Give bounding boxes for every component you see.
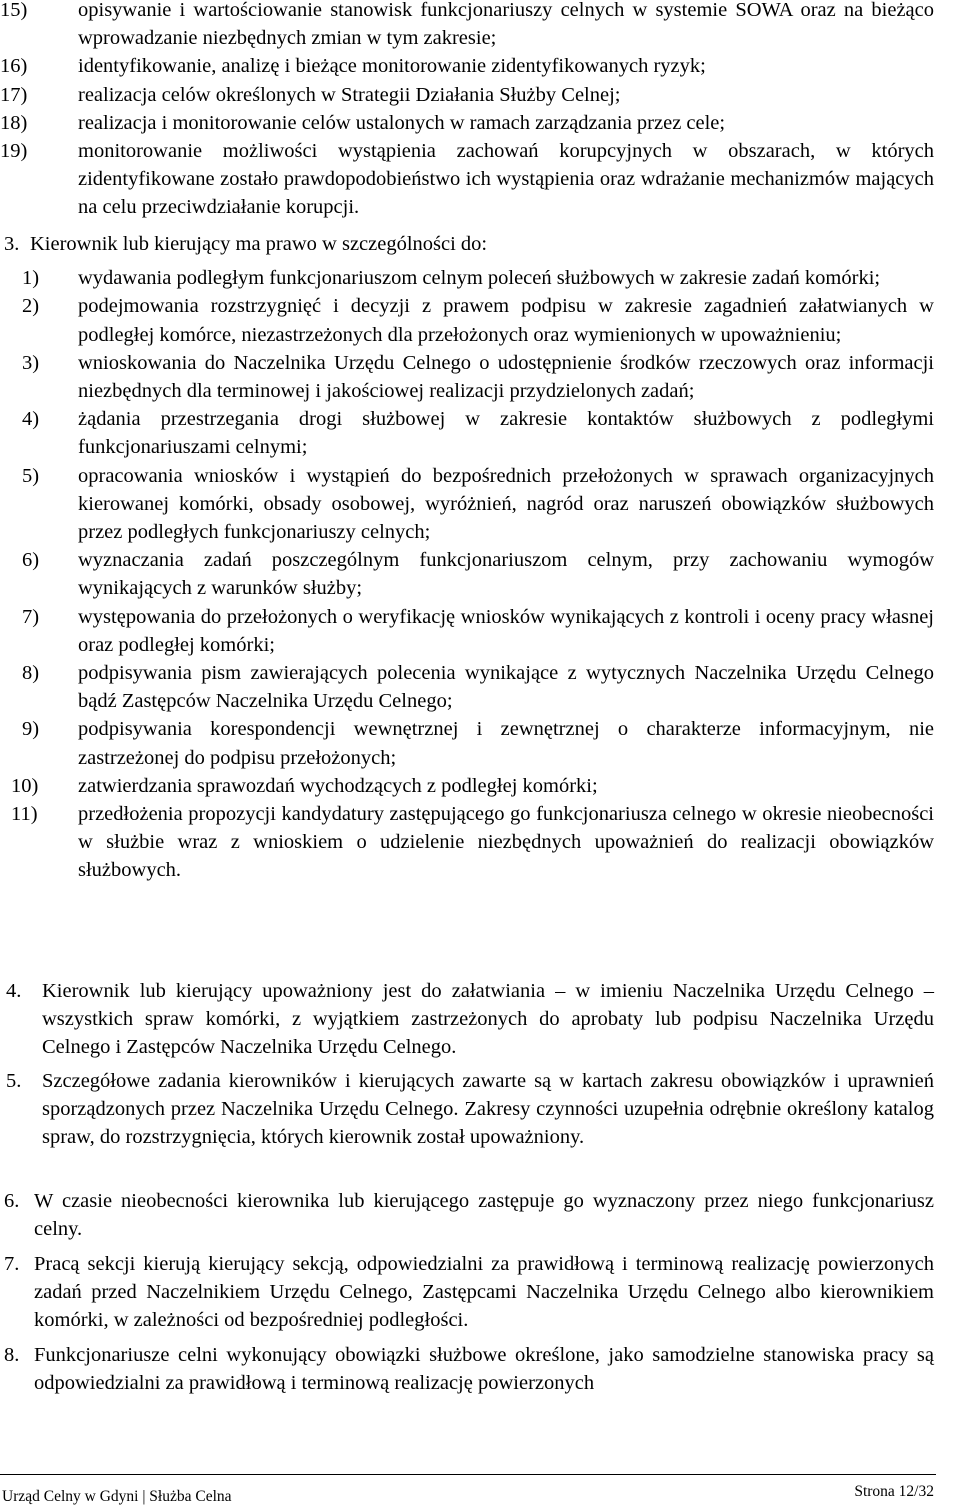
list-item-number: 8) xyxy=(22,662,40,685)
list-item-text: identyfikowanie, analizę i bieżące monitorowanie zidentyfikowanych ryzyk; xyxy=(78,55,706,78)
list-item xyxy=(0,659,934,715)
list-item-text: przedłożenia propozycji kandydatury zastępującego go funkcjonariusza celnego w okresie nieobecności w służbie wraz z wnioskiem o udzielenie niezbędnych upoważnień do realizacji obowiązków służbowych. xyxy=(78,803,934,882)
paragraph-8 xyxy=(4,1341,934,1397)
list-item-text: realizacja celów określonych w Strategii Działania Służby Celnej; xyxy=(78,83,621,106)
paragraph-text: Szczegółowe zadania kierowników i kierujących zawarte są w kartach zakresu obowiązków i uprawnień sporządzonych przez Naczelnika Urzędu Celnego. Zakresy czynności uzupełnia odrębnie określony katalog spraw, do rozstrzygnięcia, których kierownik został upoważniony. xyxy=(42,1070,934,1149)
list-item-number: 19) xyxy=(0,140,28,163)
task-list-continued xyxy=(0,0,934,222)
list-item xyxy=(0,0,934,52)
list-item xyxy=(0,264,934,292)
paragraph-4 xyxy=(6,977,934,1062)
paragraph-number: 8. xyxy=(4,1344,20,1366)
list-item xyxy=(0,715,934,771)
list-item-text: opracowania wniosków i wystąpień do bezpośrednich przełożonych w sprawach organizacyjnych kierowanej komórki, obsady osobowej, wyróżnień, nagród oraz naruszeń obowiązków służbowych przez podległych funkcjonariuszy celnych; xyxy=(78,464,934,544)
list-item-number: 5) xyxy=(22,464,40,487)
page-number: Strona 12/32 xyxy=(854,1483,934,1500)
paragraph-number: 7. xyxy=(4,1253,20,1275)
section-text: Kierownik lub kierujący ma prawo w szczególności do: xyxy=(30,233,488,255)
list-item-text: wnioskowania do Naczelnika Urzędu Celnego o udostępnienie środków rzeczowych oraz informacji niezbędnych dla terminowej i jakościowej realizacji przydzielonych zadań; xyxy=(78,351,934,403)
rights-list xyxy=(0,264,934,884)
list-item xyxy=(0,52,934,80)
list-item xyxy=(0,603,934,659)
list-item-text: podpisywania pism zawierających polecenia wynikające z wytycznych Naczelnika Urzędu Celnego bądź Zastępców Naczelnika Urzędu Celnego; xyxy=(78,662,934,713)
list-item-text: realizacja i monitorowanie celów ustalonych w ramach zarządzania przez cele; xyxy=(78,111,726,134)
list-item-number: 11) xyxy=(11,803,38,826)
section-heading xyxy=(0,230,934,258)
list-item xyxy=(0,405,934,461)
list-item-number: 15) xyxy=(0,0,28,21)
footer-office-name: Urząd Celny w Gdyni | Służba Celna xyxy=(2,1488,232,1505)
list-item xyxy=(0,462,934,547)
list-item-number: 2) xyxy=(22,295,40,318)
paragraph-number: 6. xyxy=(4,1190,20,1212)
paragraph-text: Pracą sekcji kierują kierujący sekcją, odpowiedzialni za prawidłową i terminową realizację powierzonych zadań przed Naczelnikiem Urzędu Celnego, Zastępcami Naczelnika Urzędu Celnego albo kierownikiem komórki, w zależności od bezpośredniej podległości. xyxy=(34,1253,934,1332)
paragraph-text: Kierownik lub kierujący upoważniony jest do załatwiania – w imieniu Naczelnika Urzędu Celnego – wszystkich spraw komórki, z wyjątkiem zastrzeżonych do aprobaty lub podpisu Naczelnika Urzędu Celnego i Zastępców Naczelnika Urzędu Celnego. xyxy=(42,980,934,1059)
list-item-number: 10) xyxy=(11,774,39,797)
list-item xyxy=(0,772,934,800)
list-item-text: wydawania podległym funkcjonariuszom celnym poleceń służbowych w zakresie zadań komórki; xyxy=(78,267,881,290)
paragraph-number: 5. xyxy=(6,1070,22,1092)
list-item xyxy=(0,109,934,137)
list-item xyxy=(0,137,934,222)
list-item-text: wyznaczania zadań poszczególnym funkcjonariuszom celnym, przy zachowaniu wymogów wynikających z warunków służby; xyxy=(78,549,934,600)
list-item xyxy=(0,81,934,109)
section-number: 3. xyxy=(4,233,20,255)
paragraph-text: W czasie nieobecności kierownika lub kierującego zastępuje go wyznaczony przez niego funkcjonariusz celny. xyxy=(34,1190,934,1241)
list-item-text: monitorowanie możliwości wystąpienia zachowań korupcyjnych w obszarach, w których zidentyfikowane zostało prawdopodobieństwo ich wystąpienia oraz wdrażanie mechanizmów mających na celu przeciwdziałanie korupcji. xyxy=(78,140,934,219)
list-item-number: 3) xyxy=(22,351,40,374)
list-item-number: 9) xyxy=(22,718,40,741)
list-item-text: podpisywania korespondencji wewnętrznej i zewnętrznej o charakterze informacyjnym, nie zastrzeżonej do podpisu przełożonych; xyxy=(78,718,934,769)
list-item-number: 6) xyxy=(22,549,40,572)
list-item-text: podejmowania rozstrzygnięć i decyzji z prawem podpisu w zakresie zagadnień załatwianych w podległej komórce, niezastrzeżonych dla przełożonych oraz wymienionych w upoważnieniu; xyxy=(78,295,934,346)
list-item-number: 4) xyxy=(22,408,40,431)
list-item-text: występowania do przełożonych o weryfikację wniosków wynikających z kontroli i oceny pracy własnej oraz podległej komórki; xyxy=(78,605,934,656)
list-item-number: 17) xyxy=(0,83,28,106)
list-item-number: 16) xyxy=(0,55,28,78)
list-item-text: żądania przestrzegania drogi służbowej w zakresie kontaktów służbowych z podległymi funkcjonariuszami celnymi; xyxy=(78,408,934,459)
list-item-number: 18) xyxy=(0,111,28,134)
list-item xyxy=(0,800,934,885)
list-item xyxy=(0,292,934,348)
list-item-text: zatwierdzania sprawozdań wychodzących z podległej komórki; xyxy=(78,774,598,797)
footer-divider xyxy=(0,1474,936,1475)
paragraph-6 xyxy=(4,1187,934,1243)
section-3 xyxy=(0,230,934,885)
list-item-number: 1) xyxy=(22,267,40,290)
paragraph-7 xyxy=(4,1250,934,1335)
paragraph-number: 4. xyxy=(6,980,22,1002)
list-item xyxy=(0,546,934,602)
list-item-text: opisywanie i wartościowanie stanowisk funkcjonariuszy celnych w systemie SOWA oraz na bieżąco wprowadzanie niezbędnych zmian w tym zakresie; xyxy=(78,0,934,50)
list-item-number: 7) xyxy=(22,605,40,628)
list-item xyxy=(0,349,934,405)
paragraph-text: Funkcjonariusze celni wykonujący obowiązki służbowe określone, jako samodzielne stanowiska pracy są odpowiedzialni za prawidłową i terminową realizację powierzonych xyxy=(34,1344,934,1395)
paragraph-5 xyxy=(6,1067,934,1152)
